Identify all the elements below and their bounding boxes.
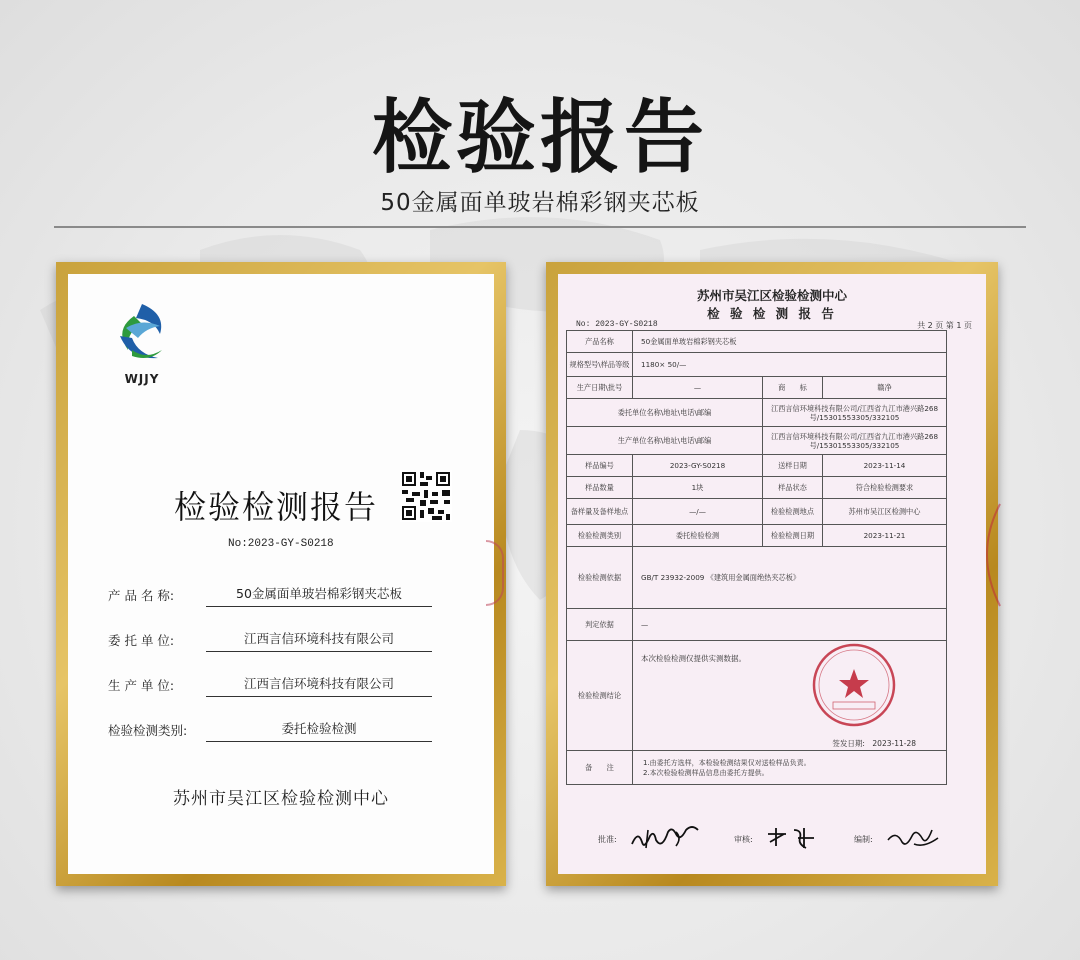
remarks-cell [633, 751, 947, 785]
table-value: — [633, 377, 763, 399]
cover-row-label: 委 托 单 位: [108, 633, 175, 648]
table-label: 检验检测结论 [567, 641, 633, 751]
page-info: 共 2 页 第 1 页 [917, 321, 972, 330]
table-label: 判定依据 [567, 609, 633, 641]
table-value: 50金属面单玻岩棉彩钢夹芯板 [633, 331, 947, 353]
conclusion-cell [633, 641, 947, 751]
table-row [567, 641, 947, 751]
table-label: 备 注 [567, 751, 633, 785]
table-value: 江西言信环境科技有限公司/江西省九江市港兴路268号/15301553305/332105 [763, 399, 947, 427]
page-subtitle: 50金属面单玻岩棉彩钢夹芯板 [380, 190, 700, 216]
table-value: — [633, 609, 947, 641]
cover-row-client [108, 629, 438, 655]
table-label: 规格型号\样品等级 [567, 353, 633, 377]
table-label: 样品编号 [567, 455, 633, 477]
table-label: 送样日期 [763, 455, 823, 477]
table-label: 生产日期\批号 [567, 377, 633, 399]
cover-row-value: 50金属面单玻岩棉彩钢夹芯板 [206, 584, 432, 607]
table-value: —/— [633, 499, 763, 525]
table-row [567, 477, 947, 499]
table-label: 备样量及备样地点 [567, 499, 633, 525]
conclusion-box [633, 642, 946, 750]
table-label: 检验检测地点 [763, 499, 823, 525]
review-label: 审核: [734, 835, 753, 844]
cover-row-label: 生 产 单 位: [108, 678, 175, 693]
logo-text: WJJY [124, 372, 160, 386]
table-value: 委托检验检测 [633, 525, 763, 547]
table-row [567, 525, 947, 547]
cover-row-value: 委托检验检测 [206, 719, 432, 742]
table-value: 1180× 50/— [633, 353, 947, 377]
report-title: 检 验 检 测 报 告 [707, 306, 837, 321]
table-row [567, 547, 947, 609]
report-page-frame [546, 262, 998, 886]
cover-page [68, 274, 494, 874]
table-value: 1块 [633, 477, 763, 499]
table-row [567, 353, 947, 377]
table-label: 样品状态 [763, 477, 823, 499]
table-row [567, 427, 947, 455]
table-label: 样品数量 [567, 477, 633, 499]
table-label: 生产单位名称\地址\电话\邮编 [567, 427, 763, 455]
approve-label: 批准: [598, 835, 617, 844]
table-row [567, 609, 947, 641]
table-row [567, 455, 947, 477]
cover-row-value: 江西言信环境科技有限公司 [206, 629, 432, 652]
table-row [567, 377, 947, 399]
editor-label: 编制: [854, 835, 873, 844]
approver-signature [628, 824, 708, 852]
cover-organization: 苏州市吴江区检验检测中心 [173, 789, 389, 809]
table-value: 赣净 [823, 377, 947, 399]
conclusion-text: 本次检验检测仅提供实测数据。 [641, 653, 746, 663]
table-row [567, 751, 947, 785]
qr-code-icon [400, 470, 452, 522]
report-org-title: 苏州市吴江区检验检测中心 [696, 288, 847, 303]
table-row [567, 399, 947, 427]
table-value: 符合检验检测要求 [823, 477, 947, 499]
cover-row-label: 产 品 名 称: [108, 588, 175, 603]
table-label: 检验检测依据 [567, 547, 633, 609]
cover-row-product [108, 584, 438, 610]
cover-row-value: 江西言信环境科技有限公司 [206, 674, 432, 697]
reviewer-signature [764, 824, 824, 852]
table-value: GB/T 23932-2009 《建筑用金属面绝热夹芯板》 [633, 547, 947, 609]
wjjy-logo-icon [112, 302, 168, 366]
table-value: 苏州市吴江区检测中心 [823, 499, 947, 525]
table-label: 检验检测日期 [763, 525, 823, 547]
cover-report-number: No:2023-GY-S0218 [228, 538, 334, 550]
report-table [566, 330, 947, 785]
page-title: 检验报告 [372, 91, 708, 184]
remark-line: 2.本次检验检测样品信息由委托方提供。 [643, 768, 769, 777]
table-label: 委托单位名称\地址\电话\邮编 [567, 399, 763, 427]
cover-row-producer [108, 674, 438, 700]
report-page [558, 274, 986, 874]
table-row [567, 499, 947, 525]
table-label: 商 标 [763, 377, 823, 399]
signature-row [588, 824, 948, 854]
table-value: 江西言信环境科技有限公司/江西省九江市港兴路268号/15301553305/332105 [763, 427, 947, 455]
title-divider [54, 226, 1026, 228]
table-value: 2023-GY-S0218 [633, 455, 763, 477]
partial-seal-right [972, 500, 1002, 610]
table-label: 检验检测类别 [567, 525, 633, 547]
table-row [567, 331, 947, 353]
cover-page-frame [56, 262, 506, 886]
partial-seal-left [486, 540, 504, 606]
table-value: 2023-11-14 [823, 455, 947, 477]
table-value: 2023-11-21 [823, 525, 947, 547]
table-label: 产品名称 [567, 331, 633, 353]
official-seal-icon [811, 642, 897, 728]
cover-row-test-type [108, 719, 438, 745]
cover-title: 检验检测报告 [174, 488, 379, 526]
report-number: No: 2023-GY-S0218 [576, 320, 658, 329]
issue-date: 签发日期: 2023-11-28 [832, 738, 916, 748]
editor-signature [884, 824, 944, 852]
remark-line: 1.由委托方选样，本检验检测结果仅对送检样品负责。 [643, 758, 811, 767]
cover-row-label: 检验检测类别: [108, 723, 188, 738]
